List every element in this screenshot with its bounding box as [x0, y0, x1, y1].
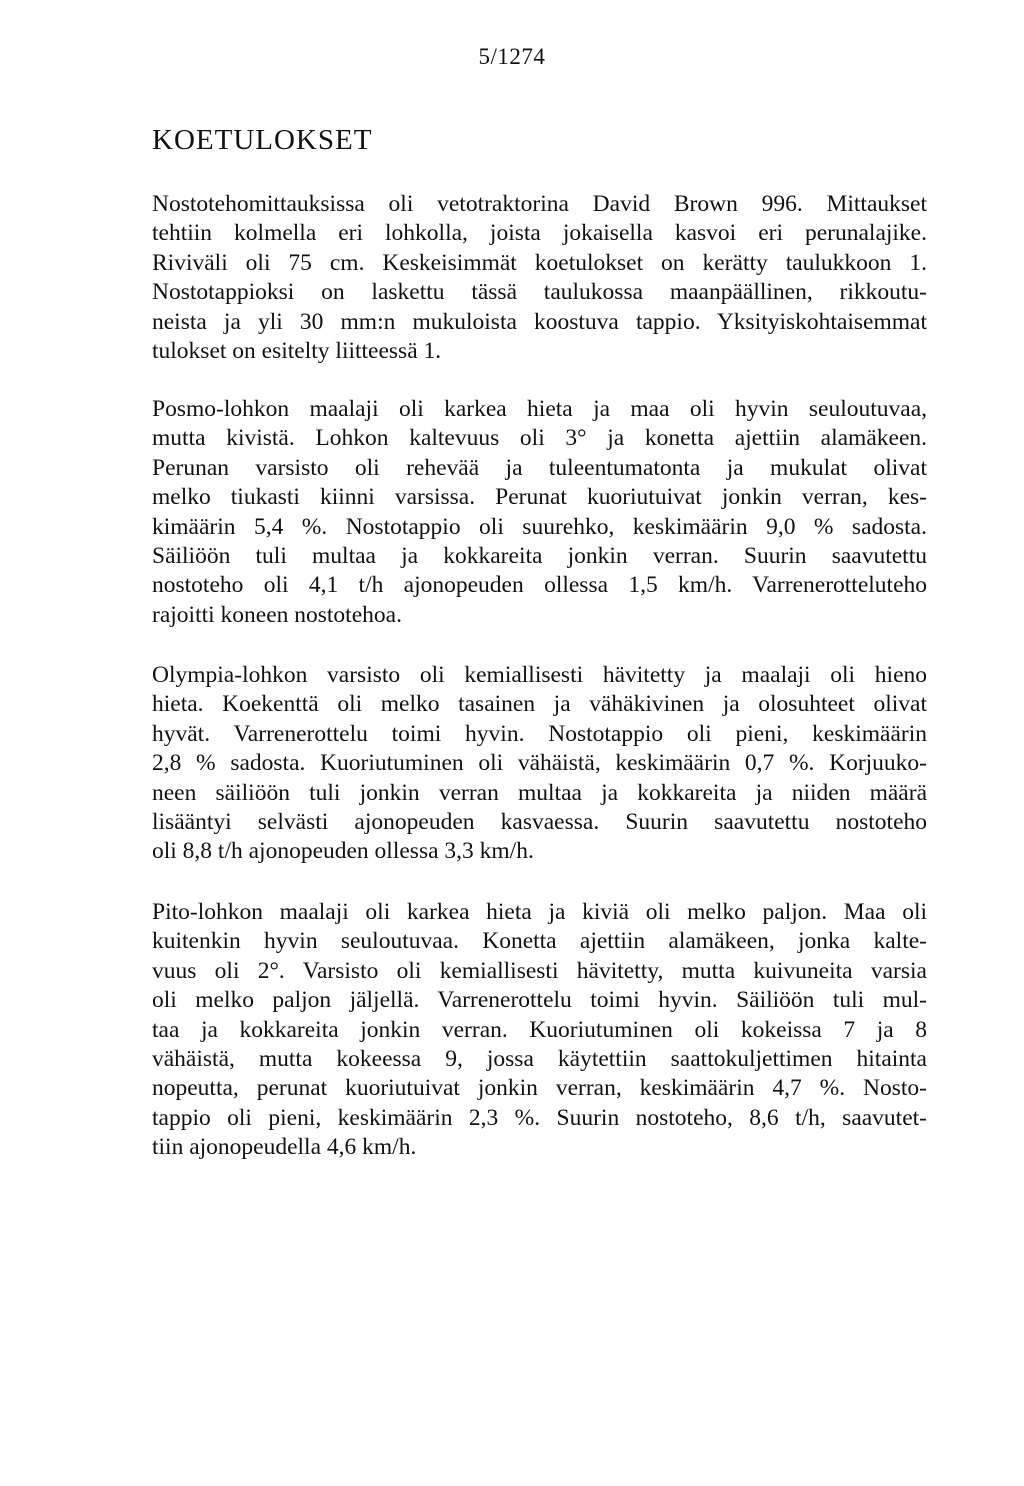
text-line: Nostotehomittauksissa oli vetotraktorina David Brown 996. Mittaukset: [152, 191, 927, 217]
text-line: oli melko paljon jäljellä. Varrenerottelu toimi hyvin. Säiliöön tuli mul-: [152, 987, 927, 1014]
text-line: taa ja kokkareita jonkin verran. Kuoriutuminen oli kokeissa 7 ja 8: [152, 1016, 927, 1043]
text-line: nostoteho oli 4,1 t/h ajonopeuden ollessa 1,5 km/h. Varrenerotteluteho: [152, 572, 927, 599]
text-line: hyvät. Varrenerottelu toimi hyvin. Nostotappio oli pieni, keskimäärin: [152, 720, 927, 747]
text-line: lisääntyi selvästi ajonopeuden kasvaessa. Suurin saavutettu nostoteho: [152, 809, 927, 836]
text-line: neen säiliöön tuli jonkin verran multaa ja kokkareita ja niiden määrä: [152, 779, 927, 806]
text-line: Riviväli oli 75 cm. Keskeisimmät koetulokset on kerätty taulukkoon 1.: [152, 249, 927, 276]
text-line: tulokset on esitelty liitteessä 1.: [152, 338, 442, 365]
text-line: 2,8 % sadosta. Kuoriutuminen oli vähäistä, keskimäärin 0,7 %. Korjuuko-: [152, 750, 927, 777]
text-line: kuitenkin hyvin seuloutuvaa. Konetta ajettiin alamäkeen, jonka kalte-: [152, 928, 927, 955]
paragraph-intro: [152, 190, 927, 366]
text-line: vuus oli 2°. Varsisto oli kemiallisesti hävitetty, mutta kuivuneita varsia: [152, 957, 927, 984]
text-line: melko tiukasti kiinni varsissa. Perunat kuoriutuivat jonkin verran, kes-: [152, 484, 927, 511]
text-line: kimäärin 5,4 %. Nostotappio oli suurehko, keskimäärin 9,0 % sadosta.: [152, 513, 927, 540]
text-line: Posmo-lohkon maalaji oli karkea hieta ja maa oli hyvin seuloutuvaa,: [152, 396, 927, 422]
text-line: hieta. Koekenttä oli melko tasainen ja vähäkivinen ja olosuhteet olivat: [152, 691, 927, 718]
paragraph-pito: [152, 898, 927, 1163]
text-line: nopeutta, perunat kuoriutuivat jonkin verran, keskimäärin 4,7 %. Nosto-: [152, 1075, 927, 1102]
text-line: tappio oli pieni, keskimäärin 2,3 %. Suurin nostoteho, 8,6 t/h, saavutet-: [152, 1104, 927, 1131]
text-line: tiin ajonopeudella 4,6 km/h.: [152, 1134, 417, 1161]
paragraph-posmo: [152, 395, 927, 630]
text-line: neista ja yli 30 mm:n mukuloista koostuva tappio. Yksityiskohtaisemmat: [152, 308, 927, 335]
text-line: Pito-lohkon maalaji oli karkea hieta ja kiviä oli melko paljon. Maa oli: [152, 899, 927, 925]
page-number: 5/1274: [478, 44, 546, 69]
text-line: mutta kivistä. Lohkon kaltevuus oli 3° ja konetta ajettiin alamäkeen.: [152, 425, 927, 452]
text-line: Olympia-lohkon varsisto oli kemiallisesti hävitetty ja maalaji oli hieno: [152, 662, 927, 688]
section-heading: KOETULOKSET: [152, 124, 373, 156]
text-line: oli 8,8 t/h ajonopeuden ollessa 3,3 km/h.: [152, 838, 534, 865]
text-line: Perunan varsisto oli rehevää ja tuleentumatonta ja mukulat olivat: [152, 454, 927, 481]
paragraph-olympia: [152, 661, 927, 867]
text-line: tehtiin kolmella eri lohkolla, joista jokaisella kasvoi eri perunalajike.: [152, 220, 927, 247]
text-line: vähäistä, mutta kokeessa 9, jossa käytettiin saattokuljettimen hitainta: [152, 1046, 927, 1073]
text-line: Nostotappioksi on laskettu tässä taulukossa maanpäällinen, rikkoutu-: [152, 279, 927, 306]
text-line: Säiliöön tuli multaa ja kokkareita jonkin verran. Suurin saavutettu: [152, 543, 927, 570]
text-line: rajoitti koneen nostotehoa.: [152, 601, 402, 628]
